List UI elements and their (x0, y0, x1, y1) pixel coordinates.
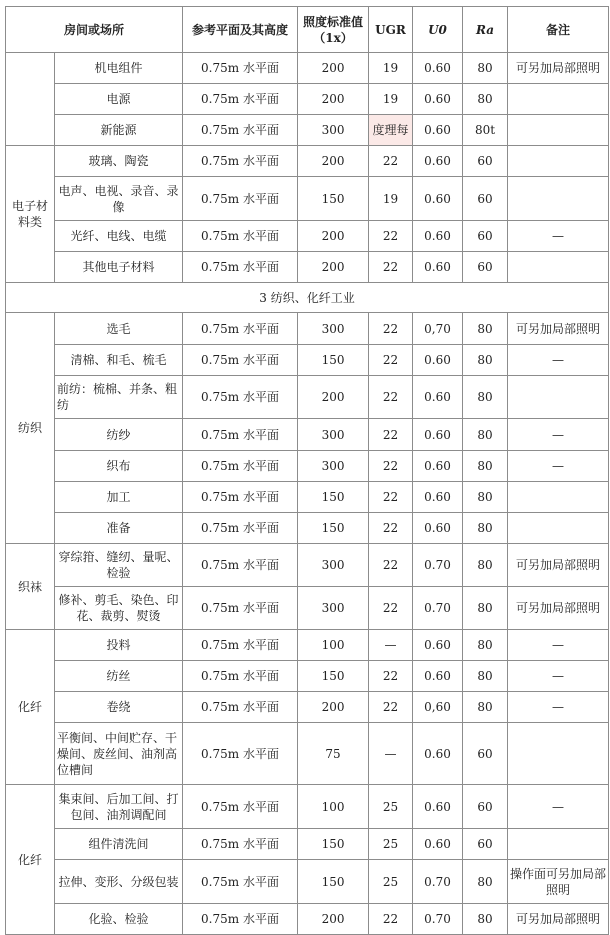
note-cell: 可另加局部照明 (508, 587, 609, 630)
ugr-cell: 22 (369, 904, 413, 935)
note-cell (508, 376, 609, 419)
ra-cell: 80 (463, 313, 508, 345)
table-row (6, 221, 609, 252)
plane-cell: 0.75m 水平面 (183, 313, 298, 345)
ra-cell: 80 (463, 84, 508, 115)
header-lux: 照度标准值（1x） (298, 7, 369, 53)
ugr-cell: 22 (369, 221, 413, 252)
note-cell: — (508, 419, 609, 451)
lux-cell: 300 (298, 587, 369, 630)
lux-cell: 75 (298, 723, 369, 785)
ra-cell: 80 (463, 482, 508, 513)
lux-cell: 150 (298, 829, 369, 860)
table-row (6, 661, 609, 692)
room-cell: 准备 (55, 513, 183, 544)
lux-cell: 200 (298, 252, 369, 283)
section-title: 3 纺织、化纤工业 (6, 283, 609, 313)
u0-cell: 0.70 (413, 860, 463, 904)
plane-cell: 0.75m 水平面 (183, 723, 298, 785)
ra-cell: 80 (463, 692, 508, 723)
room-cell: 选毛 (55, 313, 183, 345)
table-row (6, 345, 609, 376)
note-cell: — (508, 630, 609, 661)
u0-cell: 0.60 (413, 146, 463, 177)
header-plane: 参考平面及其高度 (183, 7, 298, 53)
table-row (6, 53, 609, 84)
header-room: 房间或场所 (6, 7, 183, 53)
u0-cell: 0.60 (413, 661, 463, 692)
group-cell: 织袜 (6, 544, 55, 630)
lux-cell: 150 (298, 345, 369, 376)
room-cell: 织布 (55, 451, 183, 482)
plane-cell: 0.75m 水平面 (183, 544, 298, 587)
table-row (6, 587, 609, 630)
u0-cell: 0.60 (413, 84, 463, 115)
ugr-cell: 22 (369, 313, 413, 345)
ugr-cell: 22 (369, 587, 413, 630)
ugr-cell: 25 (369, 829, 413, 860)
room-cell: 化验、检验 (55, 904, 183, 935)
u0-cell: 0.60 (413, 419, 463, 451)
lux-cell: 150 (298, 482, 369, 513)
room-cell: 集束间、后加工间、打包间、油剂调配间 (55, 785, 183, 829)
plane-cell: 0.75m 水平面 (183, 785, 298, 829)
room-cell: 玻璃、陶瓷 (55, 146, 183, 177)
ra-cell: 80 (463, 544, 508, 587)
group-cell: 化纤 (6, 785, 55, 935)
u0-cell: 0,70 (413, 313, 463, 345)
plane-cell: 0.75m 水平面 (183, 513, 298, 544)
room-cell: 电声、电视、录音、录像 (55, 177, 183, 221)
ugr-cell: 22 (369, 661, 413, 692)
header-note: 备注 (508, 7, 609, 53)
table-row (6, 376, 609, 419)
ugr-cell: 19 (369, 53, 413, 84)
room-cell: 组件清洗间 (55, 829, 183, 860)
note-cell: 可另加局部照明 (508, 53, 609, 84)
ugr-cell: 22 (369, 376, 413, 419)
ugr-cell: 25 (369, 785, 413, 829)
note-cell: 操作面可另加局部照明 (508, 860, 609, 904)
note-cell (508, 513, 609, 544)
ra-cell: 60 (463, 177, 508, 221)
ra-cell: 80 (463, 376, 508, 419)
table-row (6, 904, 609, 935)
lux-cell: 200 (298, 84, 369, 115)
ugr-cell: 22 (369, 513, 413, 544)
group-cell (6, 53, 55, 146)
note-cell (508, 723, 609, 785)
ugr-cell: 22 (369, 345, 413, 376)
plane-cell: 0.75m 水平面 (183, 904, 298, 935)
header-row (6, 7, 609, 53)
ugr-cell: 22 (369, 451, 413, 482)
note-cell: 可另加局部照明 (508, 544, 609, 587)
ugr-cell: 22 (369, 544, 413, 587)
plane-cell: 0.75m 水平面 (183, 53, 298, 84)
note-cell: — (508, 785, 609, 829)
ra-cell: 60 (463, 221, 508, 252)
lux-cell: 200 (298, 692, 369, 723)
u0-cell: 0.60 (413, 53, 463, 84)
room-cell: 拉伸、变形、分级包装 (55, 860, 183, 904)
u0-cell: 0.70 (413, 544, 463, 587)
lux-cell: 200 (298, 146, 369, 177)
plane-cell: 0.75m 水平面 (183, 482, 298, 513)
header-ra: Ra (463, 7, 508, 53)
u0-cell: 0.60 (413, 829, 463, 860)
note-cell: — (508, 661, 609, 692)
ra-cell: 80 (463, 630, 508, 661)
room-cell: 光纤、电线、电缆 (55, 221, 183, 252)
u0-cell: 0.60 (413, 513, 463, 544)
room-cell: 其他电子材料 (55, 252, 183, 283)
header-ugr: UGR (369, 7, 413, 53)
ugr-cell: 22 (369, 692, 413, 723)
header-u0: U0 (413, 7, 463, 53)
group-cell: 电子材料类 (6, 146, 55, 283)
lux-cell: 150 (298, 177, 369, 221)
ra-cell: 80 (463, 53, 508, 84)
room-cell: 纺纱 (55, 419, 183, 451)
ra-cell: 80 (463, 451, 508, 482)
room-cell: 清棉、和毛、梳毛 (55, 345, 183, 376)
note-cell (508, 177, 609, 221)
plane-cell: 0.75m 水平面 (183, 221, 298, 252)
ra-cell: 80 (463, 860, 508, 904)
table-row (6, 692, 609, 723)
room-cell: 电源 (55, 84, 183, 115)
plane-cell: 0.75m 水平面 (183, 345, 298, 376)
table-row (6, 252, 609, 283)
lux-cell: 150 (298, 661, 369, 692)
table-row (6, 829, 609, 860)
table-row (6, 544, 609, 587)
table-row (6, 115, 609, 146)
note-cell: — (508, 345, 609, 376)
room-cell: 平衡间、中间贮存、干燥间、废丝间、油剂高位槽间 (55, 723, 183, 785)
plane-cell: 0.75m 水平面 (183, 829, 298, 860)
section-row (6, 283, 609, 313)
u0-cell: 0.60 (413, 451, 463, 482)
plane-cell: 0.75m 水平面 (183, 860, 298, 904)
plane-cell: 0.75m 水平面 (183, 84, 298, 115)
table-row (6, 860, 609, 904)
plane-cell: 0.75m 水平面 (183, 177, 298, 221)
room-cell: 纺丝 (55, 661, 183, 692)
ra-cell: 60 (463, 723, 508, 785)
lux-cell: 300 (298, 313, 369, 345)
u0-cell: 0.60 (413, 345, 463, 376)
ra-cell: 80 (463, 661, 508, 692)
table-row (6, 313, 609, 345)
note-cell (508, 146, 609, 177)
note-cell (508, 829, 609, 860)
u0-cell: 0.60 (413, 115, 463, 146)
u0-cell: 0.60 (413, 252, 463, 283)
illuminance-table (5, 6, 609, 935)
room-cell: 修补、剪毛、染色、印花、裁剪、熨烫 (55, 587, 183, 630)
plane-cell: 0.75m 水平面 (183, 630, 298, 661)
plane-cell: 0.75m 水平面 (183, 252, 298, 283)
plane-cell: 0.75m 水平面 (183, 146, 298, 177)
plane-cell: 0.75m 水平面 (183, 376, 298, 419)
u0-cell: 0.60 (413, 177, 463, 221)
plane-cell: 0.75m 水平面 (183, 419, 298, 451)
ra-cell: 80 (463, 345, 508, 376)
ugr-cell: 19 (369, 177, 413, 221)
lux-cell: 150 (298, 513, 369, 544)
room-cell: 穿综箝、缝纫、量呢、检验 (55, 544, 183, 587)
table-row (6, 451, 609, 482)
lux-cell: 300 (298, 451, 369, 482)
ugr-cell: 25 (369, 860, 413, 904)
lux-cell: 200 (298, 221, 369, 252)
ra-cell: 80 (463, 419, 508, 451)
table-row (6, 146, 609, 177)
note-cell (508, 252, 609, 283)
u0-cell: 0.60 (413, 482, 463, 513)
group-cell: 化纤 (6, 630, 55, 785)
note-cell: 可另加局部照明 (508, 904, 609, 935)
note-cell: 可另加局部照明 (508, 313, 609, 345)
lux-cell: 100 (298, 630, 369, 661)
u0-cell: 0.60 (413, 221, 463, 252)
note-cell: — (508, 221, 609, 252)
u0-cell: 0,60 (413, 692, 463, 723)
table-row (6, 482, 609, 513)
lux-cell: 100 (298, 785, 369, 829)
table-row (6, 630, 609, 661)
ra-cell: 80 (463, 513, 508, 544)
table-row (6, 177, 609, 221)
table-row (6, 513, 609, 544)
lux-cell: 200 (298, 904, 369, 935)
plane-cell: 0.75m 水平面 (183, 451, 298, 482)
plane-cell: 0.75m 水平面 (183, 115, 298, 146)
ra-cell: 80 (463, 904, 508, 935)
plane-cell: 0.75m 水平面 (183, 692, 298, 723)
ra-cell: 80t (463, 115, 508, 146)
ugr-cell: 19 (369, 84, 413, 115)
lux-cell: 300 (298, 419, 369, 451)
ugr-cell: 22 (369, 482, 413, 513)
ugr-cell: 22 (369, 252, 413, 283)
ugr-cell: — (369, 723, 413, 785)
plane-cell: 0.75m 水平面 (183, 587, 298, 630)
room-cell: 投料 (55, 630, 183, 661)
group-cell: 纺织 (6, 313, 55, 544)
u0-cell: 0.60 (413, 723, 463, 785)
plane-cell: 0.75m 水平面 (183, 661, 298, 692)
table-row (6, 84, 609, 115)
room-cell: 卷绕 (55, 692, 183, 723)
ra-cell: 60 (463, 146, 508, 177)
ugr-cell: 22 (369, 419, 413, 451)
lux-cell: 300 (298, 544, 369, 587)
ugr-cell: 度理每 (369, 115, 413, 146)
room-cell: 前纺：梳棉、并条、粗纺 (55, 376, 183, 419)
note-cell (508, 115, 609, 146)
ra-cell: 60 (463, 252, 508, 283)
lux-cell: 200 (298, 53, 369, 84)
note-cell: — (508, 692, 609, 723)
lux-cell: 150 (298, 860, 369, 904)
note-cell (508, 482, 609, 513)
note-cell: — (508, 451, 609, 482)
u0-cell: 0.60 (413, 376, 463, 419)
lux-cell: 300 (298, 115, 369, 146)
ra-cell: 60 (463, 785, 508, 829)
table-row (6, 785, 609, 829)
u0-cell: 0.60 (413, 630, 463, 661)
ugr-cell: — (369, 630, 413, 661)
table-row (6, 723, 609, 785)
ugr-cell: 22 (369, 146, 413, 177)
u0-cell: 0.70 (413, 904, 463, 935)
ra-cell: 80 (463, 587, 508, 630)
room-cell: 机电组件 (55, 53, 183, 84)
room-cell: 加工 (55, 482, 183, 513)
note-cell (508, 84, 609, 115)
lux-cell: 200 (298, 376, 369, 419)
u0-cell: 0.60 (413, 785, 463, 829)
ra-cell: 60 (463, 829, 508, 860)
room-cell: 新能源 (55, 115, 183, 146)
table-row (6, 419, 609, 451)
u0-cell: 0.70 (413, 587, 463, 630)
